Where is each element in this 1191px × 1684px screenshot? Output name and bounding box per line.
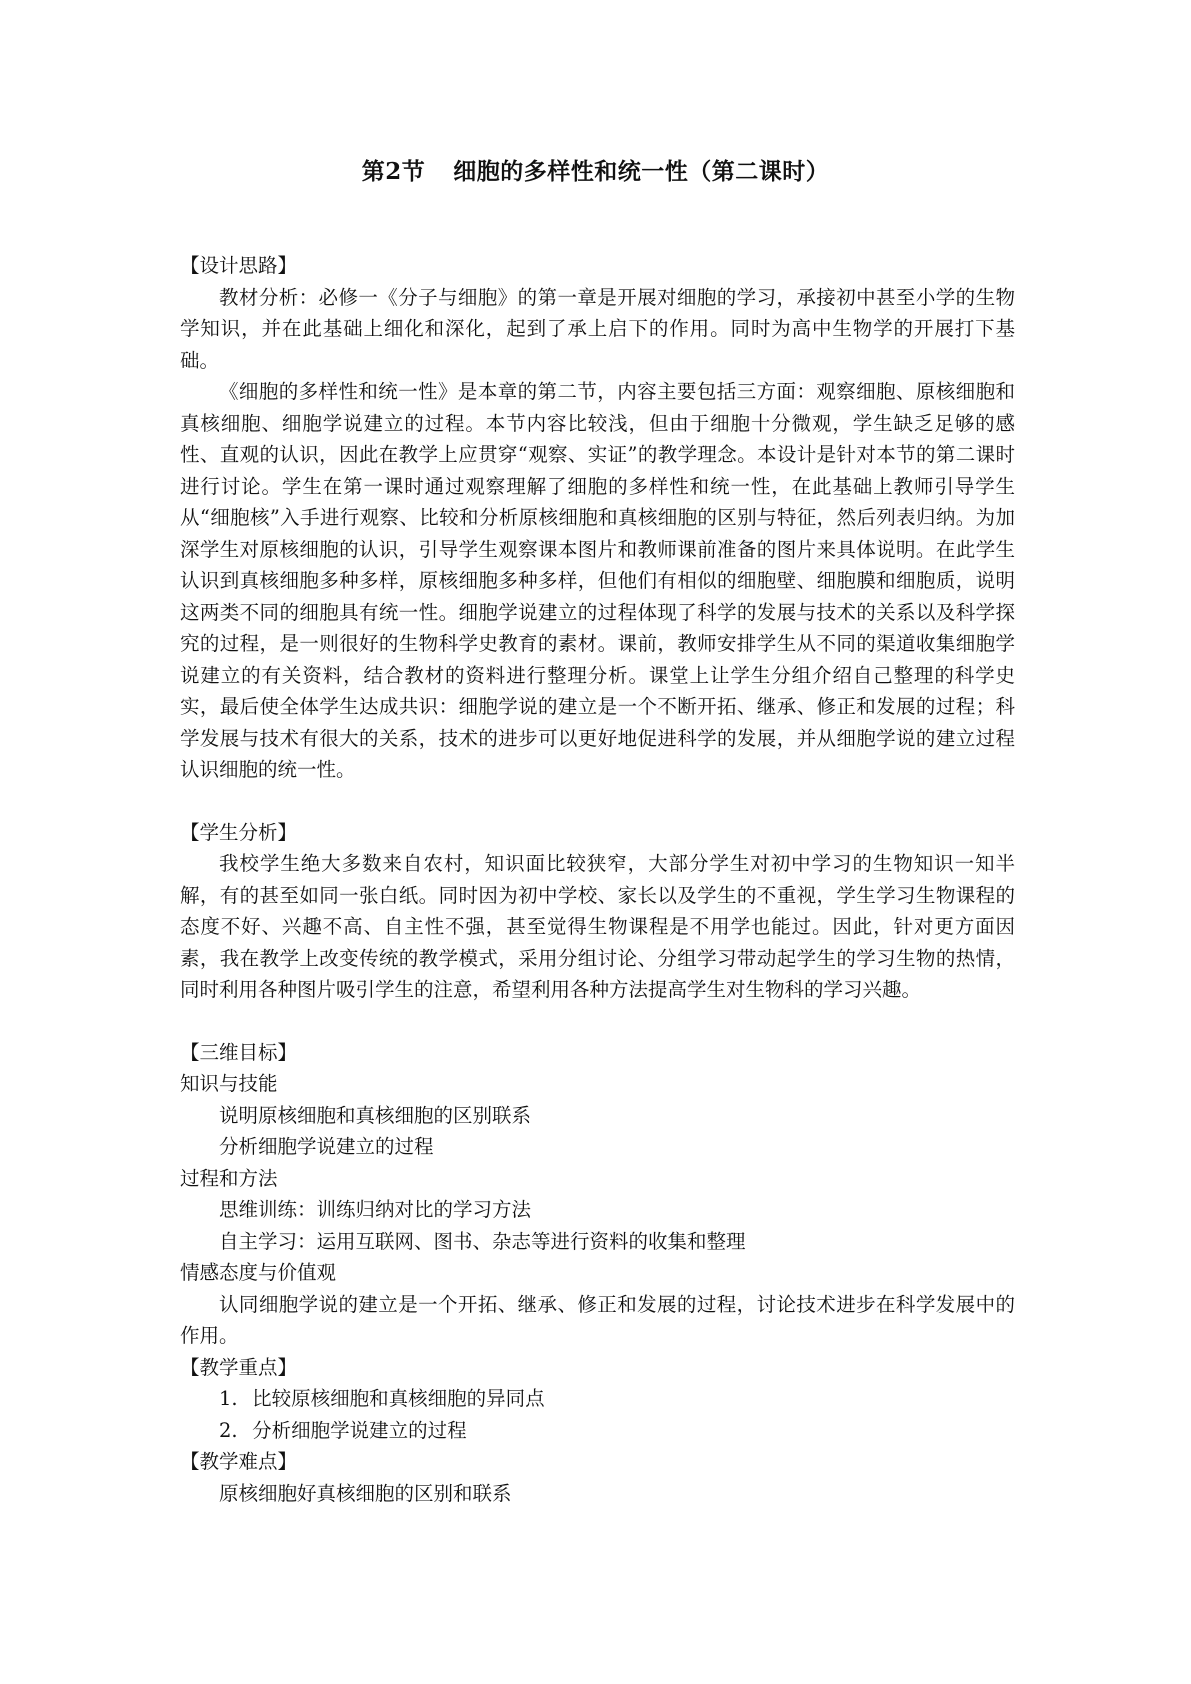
- difficulties-text: 原核细胞好真核细胞的区别和联系: [219, 1481, 512, 1505]
- student-heading: 【学生分析】: [180, 820, 298, 844]
- key-point-text: 分析细胞学说建立的过程: [252, 1418, 467, 1442]
- page-title: [0, 158, 1191, 186]
- emotion-item-1: 认同细胞学说的建立是一个开拓、继承、修正和发展的过程，讨论技术进步在科学发展中的作用。: [180, 1292, 1015, 1347]
- knowledge-label: 知识与技能: [180, 1072, 278, 1095]
- key-point-item: [180, 1383, 1015, 1415]
- key-point-number: 2.: [219, 1418, 238, 1442]
- section-title: 细胞的多样性和统一性（第二课时）: [453, 158, 830, 185]
- design-paragraph-2: 《细胞的多样性和统一性》是本章的第二节，内容主要包括三方面：观察细胞、原核细胞和真核细胞、细胞学说建立的过程。本节内容比较浅，但由于细胞十分微观，学生缺乏足够的感性、直观的认识，因此在教学上应贯穿“观察、实证”的教学理念。本设计是针对本节的第二课时进行讨论。学生在第一课时通过观察理解了细胞的多样性和统一性，在此基础上教师引导学生从“细胞核”入手进行观察、比较和分析原核细胞和真核细胞的区别与特征，然后列表归纳。为加深学生对原核细胞的认识，引导学生观察课本图片和教师课前准备的图片来具体说明。在此学生认识到真核细胞多种多样，原核细胞多种多样，但他们有相似的细胞壁、细胞膜和细胞质，说明这两类不同的细胞具有统一性。细胞学说建立的过程体现了科学的发展与技术的关系以及科学探究的过程，是一则很好的生物科学史教育的素材。课前，教师安排学生从不同的渠道收集细胞学说建立的有关资料，结合教材的资料进行整理分析。课堂上让学生分组介绍自己整理的科学史实，最后使全体学生达成共识：细胞学说的建立是一个不断开拓、继承、修正和发展的过程；科学发展与技术有很大的关系，技术的进步可以更好地促进科学的发展，并从细胞学说的建立过程认识细胞的统一性。: [180, 380, 1015, 781]
- key-point-item: [180, 1415, 1015, 1447]
- knowledge-item-1: 说明原核细胞和真核细胞的区别联系: [219, 1103, 532, 1127]
- difficulties-heading: 【教学难点】: [180, 1450, 298, 1473]
- emotion-label: 情感态度与价值观: [180, 1261, 337, 1284]
- design-heading: 【设计思路】: [180, 254, 298, 277]
- design-paragraph-1: 教材分析：必修一《分子与细胞》的第一章是开展对细胞的学习，承接初中甚至小学的生物学知识，并在此基础上细化和深化，起到了承上启下的作用。同时为高中生物学的开展打下基础。: [180, 285, 1015, 372]
- section-number: 第2节: [361, 158, 426, 185]
- student-paragraph: 我校学生绝大多数来自农村，知识面比较狭窄，大部分学生对初中学习的生物知识一知半解，有的甚至如同一张白纸。同时因为初中学校、家长以及学生的不重视，学生学习生物课程的态度不好、兴趣不高、自主性不强，甚至觉得生物课程是不用学也能过。因此，针对更方面因素，我在教学上改变传统的教学模式，采用分组讨论、分组学习带动起学生的学习生物的热情，同时利用各种图片吸引学生的注意，希望利用各种方法提高学生对生物科的学习兴趣。: [180, 852, 1015, 1001]
- process-item-2: 自主学习：运用互联网、图书、杂志等进行资料的收集和整理: [219, 1229, 746, 1253]
- key-points-heading: 【教学重点】: [180, 1355, 298, 1379]
- process-item-1: 思维训练：训练归纳对比的学习方法: [219, 1198, 532, 1221]
- process-label: 过程和方法: [180, 1166, 278, 1190]
- key-point-text: 比较原核细胞和真核细胞的异同点: [252, 1387, 545, 1410]
- key-point-number: 1.: [219, 1387, 238, 1410]
- knowledge-item-2: 分析细胞学说建立的过程: [219, 1135, 434, 1158]
- goals-heading: 【三维目标】: [180, 1040, 298, 1064]
- document-body: [180, 250, 1015, 1509]
